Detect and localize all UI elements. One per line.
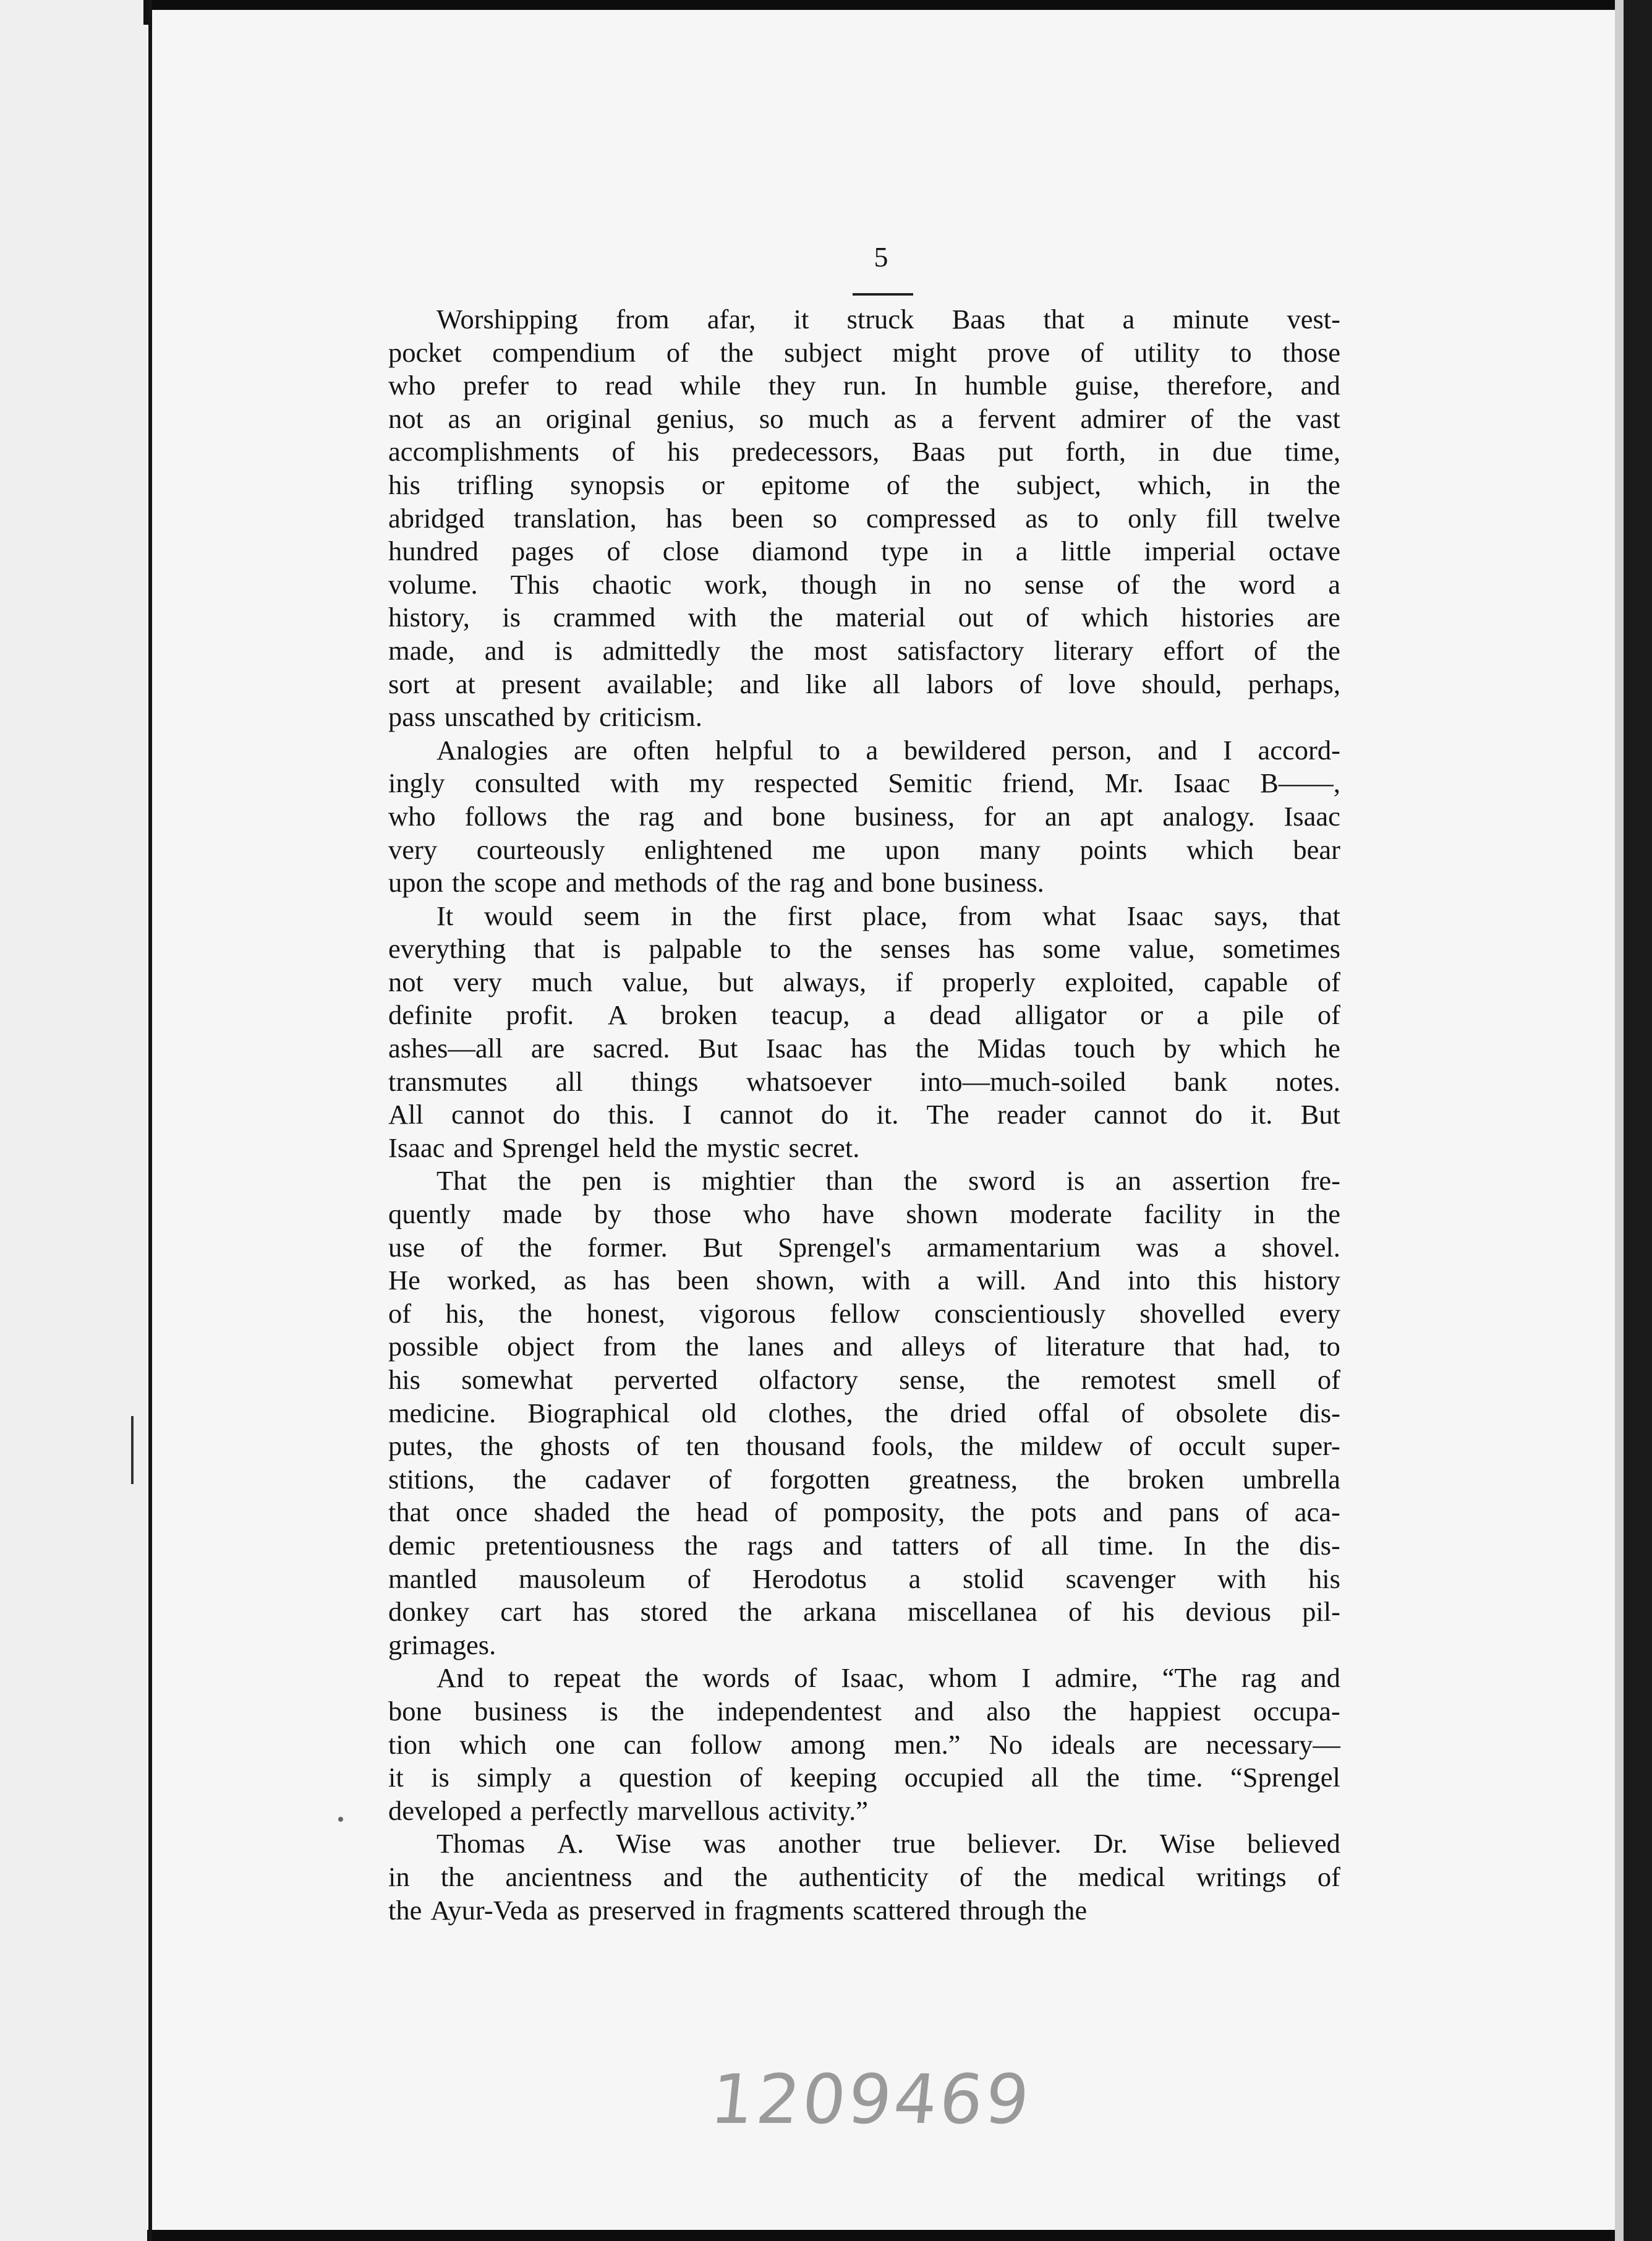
text-line: not as an original genius, so much as a fervent admirer of the vast bbox=[388, 403, 1340, 434]
paragraph bbox=[388, 1662, 1340, 1827]
handwritten-accession-number: 1209469 bbox=[707, 2060, 1036, 2139]
text-line: not very much value, but always, if properly exploited, capable of bbox=[388, 966, 1340, 997]
text-line: accomplishments of his predecessors, Baas put forth, in due time, bbox=[388, 436, 1340, 467]
text-line: hundred pages of close diamond type in a little imperial octave bbox=[388, 536, 1340, 567]
text-line: sort at present available; and like all labors of love should, perhaps, bbox=[388, 668, 1340, 699]
text-line: his somewhat perverted olfactory sense, the remotest smell of bbox=[388, 1364, 1340, 1395]
text-line: Worshipping from afar, it struck Baas that a minute vest- bbox=[436, 304, 1340, 335]
text-line: And to repeat the words of Isaac, whom I admire, “The rag and bbox=[436, 1662, 1340, 1694]
text-line: who prefer to read while they run. In humble guise, therefore, and bbox=[388, 370, 1340, 401]
paragraph bbox=[388, 303, 1340, 734]
page-right-shadow bbox=[1615, 0, 1624, 2241]
paragraph bbox=[388, 734, 1340, 900]
paragraph bbox=[388, 1827, 1340, 1927]
text-line: demic pretentiousness the rags and tatters of all time. In the dis- bbox=[388, 1529, 1340, 1561]
stray-ink-mark bbox=[131, 1416, 134, 1484]
paragraph bbox=[388, 1164, 1340, 1662]
text-line: bone business is the independentest and also the happiest occupa- bbox=[388, 1695, 1340, 1727]
text-line: medicine. Biographical old clothes, the dried offal of obsolete dis- bbox=[388, 1397, 1340, 1428]
text-line: volume. This chaotic work, though in no sense of the word a bbox=[388, 568, 1340, 600]
stray-ink-dot bbox=[338, 1817, 343, 1822]
text-line: That the pen is mightier than the sword is an assertion fre- bbox=[436, 1165, 1340, 1197]
text-line: who follows the rag and bone business, for an apt analogy. Isaac bbox=[388, 800, 1340, 832]
text-line: his trifling synopsis or epitome of the subject, which, in the bbox=[388, 469, 1340, 500]
text-line: the Ayur-Veda as preserved in fragments scattered through the bbox=[388, 1894, 1088, 1926]
text-line: history, is crammed with the material out of which histories are bbox=[388, 602, 1340, 633]
text-line: definite profit. A broken teacup, a dead alligator or a pile of bbox=[388, 999, 1340, 1031]
text-line: in the ancientness and the authenticity of the medical writings of bbox=[388, 1861, 1340, 1892]
text-line: He worked, as has been shown, with a will. And into this history bbox=[388, 1265, 1340, 1296]
text-line: developed a perfectly marvellous activity.” bbox=[388, 1795, 868, 1826]
page-number: 5 bbox=[874, 241, 888, 273]
text-line: Isaac and Sprengel held the mystic secret. bbox=[388, 1132, 860, 1163]
binding-gutter-line bbox=[148, 0, 152, 2241]
text-line: putes, the ghosts of ten thousand fools, the mildew of occult super- bbox=[388, 1430, 1340, 1462]
text-line: everything that is palpable to the senses has some value, sometimes bbox=[388, 933, 1340, 965]
text-line: pocket compendium of the subject might prove of utility to those bbox=[388, 336, 1340, 368]
text-line: stitions, the cadaver of forgotten greatness, the broken umbrella bbox=[388, 1463, 1340, 1495]
text-line: ashes—all are sacred. But Isaac has the Midas touch by which he bbox=[388, 1033, 1340, 1064]
text-line: very courteously enlightened me upon many points which bear bbox=[388, 834, 1340, 865]
text-line: use of the former. But Sprengel's armamentarium was a shovel. bbox=[388, 1231, 1340, 1263]
facing-page-edge bbox=[0, 0, 147, 2241]
text-line: Analogies are often helpful to a bewildered person, and I accord- bbox=[436, 734, 1340, 766]
text-line: upon the scope and methods of the rag and bone business. bbox=[388, 867, 1044, 899]
text-line: donkey cart has stored the arkana miscellanea of his devious pil- bbox=[388, 1596, 1340, 1628]
text-line: mantled mausoleum of Herodotus a stolid scavenger with his bbox=[388, 1563, 1340, 1594]
text-line: transmutes all things whatsoever into—much-soiled bank notes. bbox=[388, 1065, 1340, 1097]
text-line: grimages. bbox=[388, 1629, 496, 1660]
text-line: tion which one can follow among men.” No ideals are necessary— bbox=[388, 1728, 1340, 1760]
gutter-mark bbox=[143, 0, 148, 25]
body-text bbox=[388, 303, 1340, 1927]
text-line: abridged translation, has been so compressed as to only fill twelve bbox=[388, 502, 1340, 534]
scan-bottom-border bbox=[0, 2230, 1652, 2241]
text-line: possible object from the lanes and alleys of literature that had, to bbox=[388, 1331, 1340, 1362]
paragraph bbox=[388, 900, 1340, 1165]
text-line: made, and is admittedly the most satisfactory literary effort of the bbox=[388, 634, 1340, 666]
text-line: quently made by those who have shown moderate facility in the bbox=[388, 1198, 1340, 1230]
page-number-rule bbox=[853, 293, 913, 296]
scan-right-border bbox=[1624, 0, 1652, 2241]
text-line: that once shaded the head of pomposity, the pots and pans of aca- bbox=[388, 1496, 1340, 1528]
text-line: it is simply a question of keeping occupied all the time. “Sprengel bbox=[388, 1762, 1340, 1793]
scan-top-border bbox=[0, 0, 1652, 10]
text-line: ingly consulted with my respected Semitic friend, Mr. Isaac B——, bbox=[388, 767, 1340, 799]
text-line: of his, the honest, vigorous fellow conscientiously shovelled every bbox=[388, 1297, 1340, 1329]
text-line: It would seem in the first place, from what Isaac says, that bbox=[436, 900, 1340, 931]
text-line: All cannot do this. I cannot do it. The reader cannot do it. But bbox=[388, 1099, 1340, 1130]
text-line: pass unscathed by criticism. bbox=[388, 701, 702, 733]
text-line: Thomas A. Wise was another true believer. Dr. Wise believed bbox=[436, 1828, 1340, 1859]
